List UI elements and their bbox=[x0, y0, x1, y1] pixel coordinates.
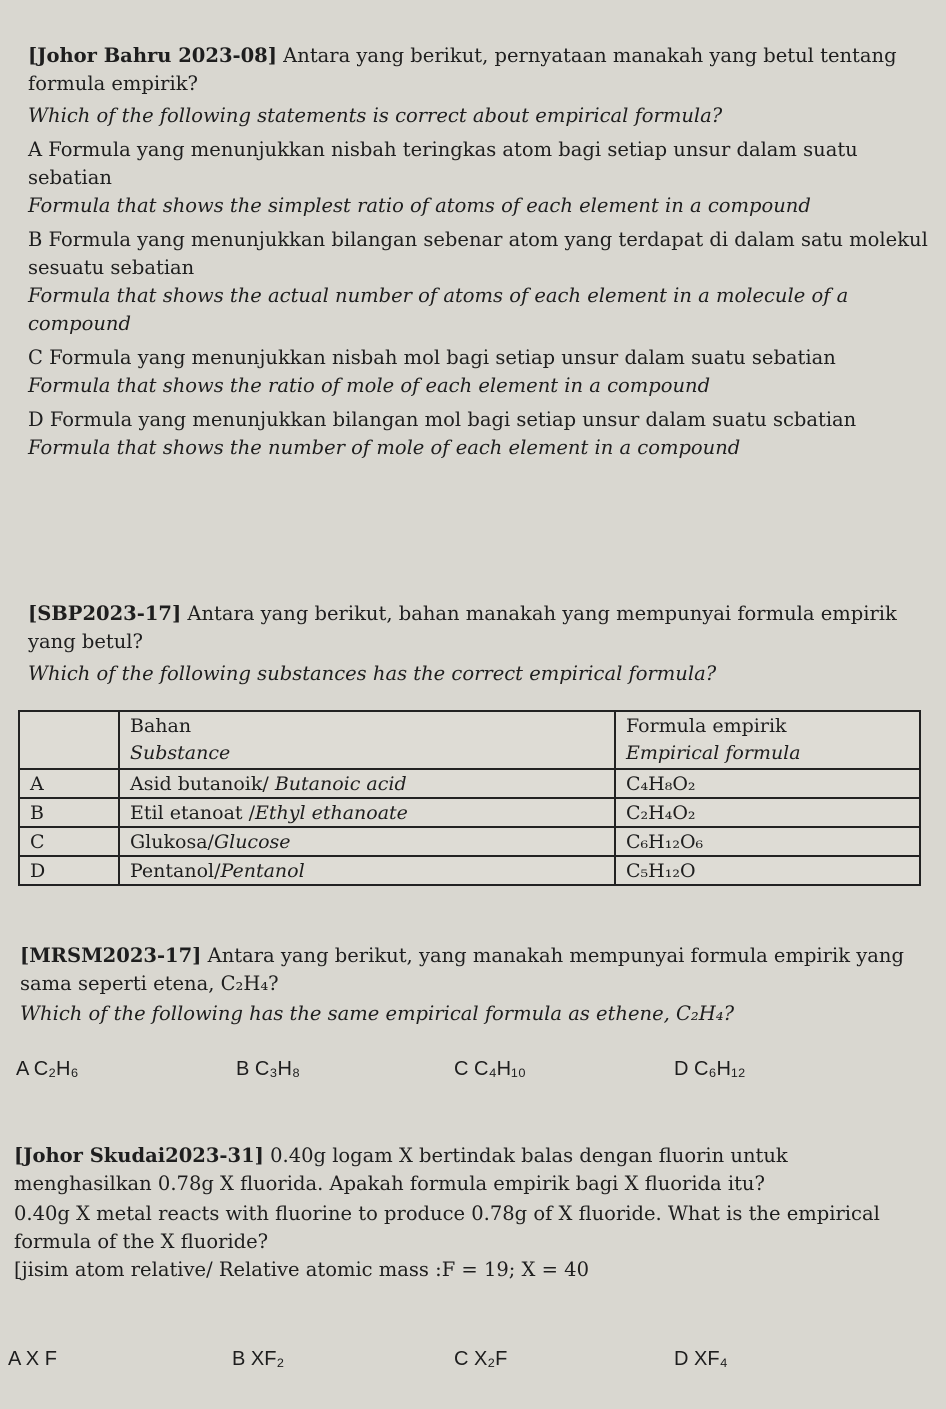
option-text-en: Formula that shows the number of mole of each element in a compound bbox=[28, 436, 741, 459]
question-3 bbox=[20, 942, 920, 1028]
row-formula: C₄H₈O₂ bbox=[615, 769, 920, 798]
question-stem-en: Which of the following substances has the correct empirical formula? bbox=[28, 662, 717, 685]
header-formula: Formula empirik Empirical formula bbox=[615, 711, 920, 769]
question-stem-en: Which of the following has the same empirical formula as ethene, C₂H₄? bbox=[20, 1002, 735, 1025]
option-a: A C₂H₆ bbox=[16, 1058, 79, 1080]
question-tag: [MRSM2023-17] bbox=[20, 944, 202, 967]
option-d: D XF₄ bbox=[674, 1348, 728, 1370]
option-text-en: Formula that shows the ratio of mole of each element in a compound bbox=[28, 374, 711, 397]
question-stem-en: 0.40g X metal reacts with fluorine to produce 0.78g of X fluoride. What is the empirical formula of the X fluoride? bbox=[14, 1202, 880, 1253]
option-b: B C₃H₈ bbox=[236, 1058, 301, 1080]
row-substance: Pentanol/Pentanol bbox=[119, 856, 615, 885]
question-stem-ms: 0.40g logam X bertindak balas dengan fluorin untuk menghasilkan 0.78g X fluorida. Apakah formula empirik bagi X fluorida itu? bbox=[14, 1144, 788, 1195]
table-row bbox=[19, 827, 920, 856]
row-letter: D bbox=[19, 856, 119, 885]
row-substance: Etil etanoat /Ethyl ethanoate bbox=[119, 798, 615, 827]
question-stem-ms: Antara yang berikut, yang manakah mempunyai formula empirik yang sama seperti etena, C₂H₄? bbox=[20, 944, 904, 995]
row-letter: C bbox=[19, 827, 119, 856]
option-b: B XF₂ bbox=[232, 1348, 285, 1370]
option-a bbox=[28, 136, 928, 220]
row-substance: Asid butanoik/ Butanoic acid bbox=[119, 769, 615, 798]
question-stem-ms: Antara yang berikut, bahan manakah yang mempunyai formula empirik yang betul? bbox=[28, 602, 897, 653]
option-c: C C₄H₁₀ bbox=[454, 1058, 527, 1080]
option-text-en: Formula that shows the simplest ratio of atoms of each element in a compound bbox=[28, 194, 811, 217]
table-row bbox=[19, 856, 920, 885]
option-c bbox=[28, 344, 928, 400]
option-text-en: Formula that shows the actual number of atoms of each element in a molecule of a compound bbox=[28, 284, 849, 335]
row-formula: C₅H₁₂O bbox=[615, 856, 920, 885]
question-stem-ms: Antara yang berikut, pernyataan manakah yang betul tentang formula empirik? bbox=[28, 44, 897, 95]
row-letter: B bbox=[19, 798, 119, 827]
option-d bbox=[28, 406, 928, 462]
option-text-ms: C Formula yang menunjukkan nisbah mol bagi setiap unsur dalam suatu sebatian bbox=[28, 346, 836, 369]
question-tag: [Johor Bahru 2023-08] bbox=[28, 44, 277, 67]
table-header-row bbox=[19, 711, 920, 769]
option-c: C X₂F bbox=[454, 1348, 508, 1370]
row-formula: C₂H₄O₂ bbox=[615, 798, 920, 827]
substance-table bbox=[18, 710, 921, 886]
option-b bbox=[28, 226, 928, 338]
header-substance: Bahan Substance bbox=[119, 711, 615, 769]
table-row bbox=[19, 769, 920, 798]
option-text-ms: D Formula yang menunjukkan bilangan mol bagi setiap unsur dalam suatu scbatian bbox=[28, 408, 857, 431]
option-a: A X F bbox=[8, 1348, 57, 1370]
row-substance: Glukosa/Glucose bbox=[119, 827, 615, 856]
row-letter: A bbox=[19, 769, 119, 798]
question-tag: [Johor Skudai2023-31] bbox=[14, 1144, 264, 1167]
question-1 bbox=[28, 42, 928, 462]
question-2 bbox=[28, 600, 928, 688]
row-formula: C₆H₁₂O₆ bbox=[615, 827, 920, 856]
question-4 bbox=[14, 1142, 914, 1284]
option-text-ms: B Formula yang menunjukkan bilangan sebenar atom yang terdapat di dalam satu molekul sesuatu sebatian bbox=[28, 228, 928, 279]
relative-atomic-mass: [jisim atom relative/ Relative atomic mass :F = 19; X = 40 bbox=[14, 1258, 589, 1281]
option-text-ms: A Formula yang menunjukkan nisbah teringkas atom bagi setiap unsur dalam suatu sebatian bbox=[28, 138, 858, 189]
option-d: D C₆H₁₂ bbox=[674, 1058, 746, 1080]
table-row bbox=[19, 798, 920, 827]
question-tag: [SBP2023-17] bbox=[28, 602, 182, 625]
question-stem-en: Which of the following statements is correct about empirical formula? bbox=[28, 104, 723, 127]
